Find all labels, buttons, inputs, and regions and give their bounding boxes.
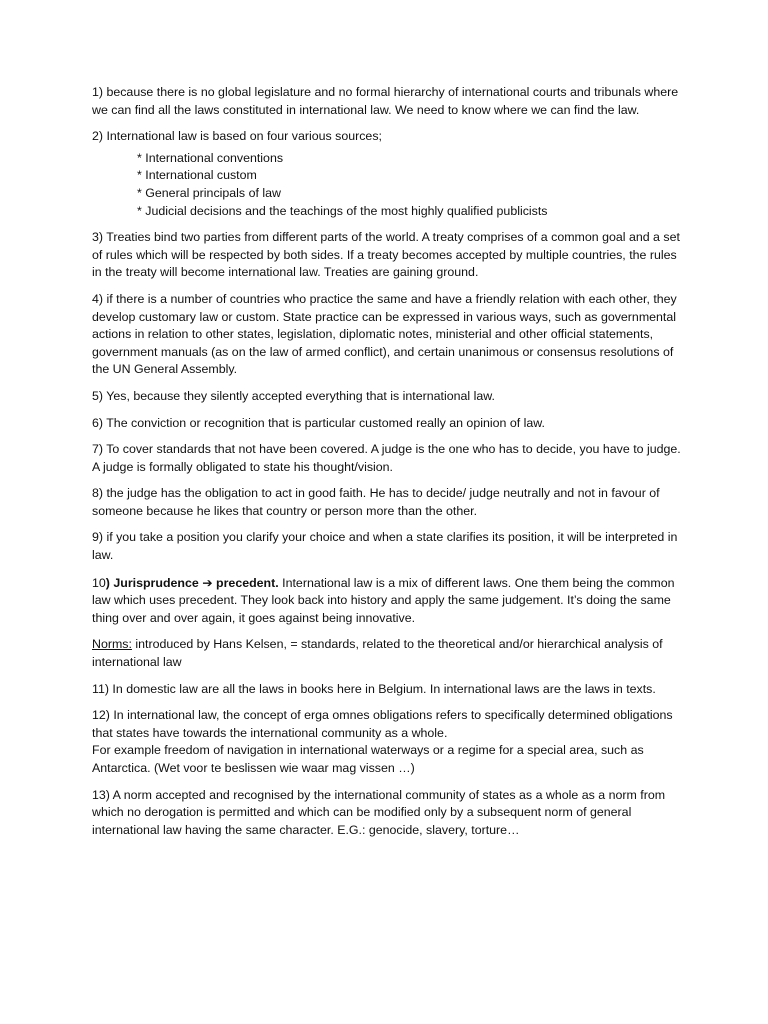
answer-12 <box>92 707 682 777</box>
answer-5: 5) Yes, because they silently accepted everything that is international law. <box>92 388 495 403</box>
list-item: * Judicial decisions and the teachings of the most highly qualified publicists <box>137 203 548 218</box>
answer-10 <box>92 574 682 628</box>
norms-definition <box>92 636 682 671</box>
answer-3: 3) Treaties bind two parties from different parts of the world. A treaty comprises of a common goal and a set of rules which will be respected by both sides. If a treaty becomes accepted by multiple countries, the rules in the treaty will become international law. Treaties are gaining ground. <box>92 230 680 280</box>
norms-label: Norms: <box>92 637 132 652</box>
jurisprudence-term: ) Jurisprudence <box>105 575 203 590</box>
answer-7: 7) To cover standards that not have been covered. A judge is the one who has to decide, you have to judge. A judge is formally obligated to state his thought/vision. <box>92 442 681 474</box>
precedent-term: precedent. <box>212 575 279 590</box>
answer-4: 4) if there is a number of countries who practice the same and have a friendly relation with each other, they develop customary law or custom. State practice can be expressed in various ways, such as governmental actions in relation to other states, legislation, diplomatic notes, ministerial and other official statements, government manuals (as on the law of armed conflict), and certain unanimous or consensus resolutions of the UN General Assembly. <box>92 291 677 377</box>
answer-10-text: International law is a mix of different laws. One them being the common law which uses precedent. They look back into history and apply the same judgement. It’s doing the same thing over and over again, it goes against being innovative. <box>92 575 675 625</box>
answer-12-example: For example freedom of navigation in international waterways or a regime for a special area, such as Antarctica. (Wet voor te beslissen wie waar mag vissen …) <box>92 743 644 775</box>
arrow-right-icon: ➔ <box>202 574 213 590</box>
answer-9: 9) if you take a position you clarify your choice and when a state clarifies its position, it will be interpreted in law. <box>92 530 678 563</box>
list-item: * General principals of law <box>137 185 281 200</box>
sources-list <box>92 150 682 220</box>
answer-13: 13) A norm accepted and recognised by the international community of states as a whole as a norm from which no derogation is permitted and which can be modified only by a subsequent norm of general international law having the same character. E.G.: genocide, slavery, torture… <box>92 787 666 837</box>
document-page <box>92 84 682 848</box>
answer-10-number: 10 <box>92 575 106 590</box>
list-item: * International conventions <box>137 150 284 165</box>
answer-11: 11) In domestic law are all the laws in books here in Belgium. In international laws are the laws in texts. <box>92 681 656 696</box>
answer-6: 6) The conviction or recognition that is particular customed really an opinion of law. <box>92 415 545 430</box>
answer-12-definition: 12) In international law, the concept of erga omnes obligations refers to specifically determined obligations that states have towards the international community as a whole. <box>92 708 673 740</box>
answer-2: 2) International law is based on four various sources; <box>92 129 382 144</box>
answer-8: 8) the judge has the obligation to act in good faith. He has to decide/ judge neutrally and not in favour of someone because he likes that country or person more than the other. <box>92 486 660 518</box>
answer-1: 1) because there is no global legislature and no formal hierarchy of international courts and tribunals where we can find all the laws constituted in international law. We need to know where we can find the law. <box>92 85 679 117</box>
norms-text: introduced by Hans Kelsen, = standards, related to the theoretical and/or hierarchical analysis of international law <box>92 637 663 670</box>
list-item: * International custom <box>137 168 257 183</box>
